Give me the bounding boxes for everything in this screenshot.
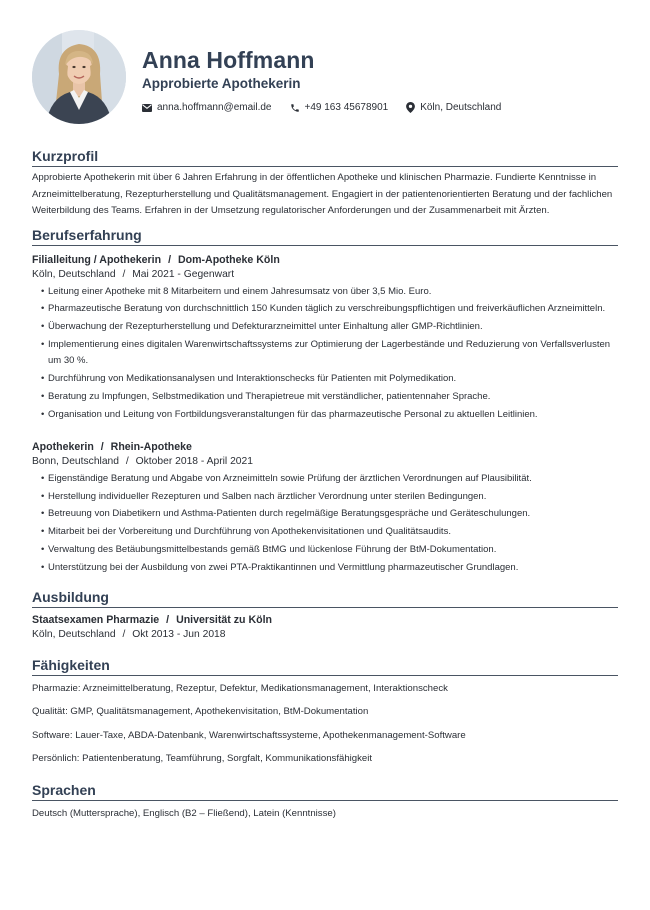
phone-text: +49 163 45678901 <box>304 102 389 113</box>
section-title-skills: Fähigkeiten <box>32 657 618 676</box>
section-title-languages: Sprachen <box>32 782 618 801</box>
separator: / <box>100 441 104 454</box>
list-item: • Verwaltung des Betäubungsmittelbestands gemäß BtMG und lückenlose Führung der BtM-Dokumentation. <box>32 542 618 559</box>
education-entry <box>32 613 618 642</box>
contact-email[interactable] <box>142 102 272 113</box>
separator: / <box>166 614 170 627</box>
education-meta <box>32 628 618 642</box>
job-company: Rhein-Apotheke <box>110 441 192 454</box>
languages-section <box>32 782 618 820</box>
list-item: • Leitung einer Apotheke mit 8 Mitarbeitern und einem Jahresumsatz von über 3,5 Mio. Euro. <box>32 284 618 301</box>
job-role: Apothekerin <box>32 441 94 454</box>
job-period: Oktober 2018 - April 2021 <box>135 456 253 468</box>
job-company: Dom-Apotheke Köln <box>177 253 280 266</box>
separator: / <box>125 456 129 468</box>
separator: / <box>122 629 126 641</box>
education-location: Köln, Deutschland <box>32 629 116 641</box>
job-meta <box>32 268 618 282</box>
contact-row <box>142 102 519 113</box>
skill-line: Software: Lauer-Taxe, ABDA-Datenbank, Warenwirtschaftssysteme, Apothekenmanagement-Software <box>32 730 466 742</box>
list-item: • Betreuung von Diabetikern und Asthma-Patienten durch regelmäßige Beratungsgespräche und Geräteschulungen. <box>32 506 618 523</box>
skill-line: Qualität: GMP, Qualitätsmanagement, Apothekenvisitation, BtM-Dokumentation <box>32 706 369 718</box>
phone-icon <box>290 103 300 113</box>
skill-line: Persönlich: Patientenberatung, Teamführung, Sorgfalt, Kommunikationsfähigkeit <box>32 753 373 765</box>
job-heading <box>32 253 618 267</box>
contact-location <box>406 102 501 113</box>
skill-line: Pharmazie: Arzneimittelberatung, Rezeptur, Defektur, Medikationsmanagement, Interaktionscheck <box>32 683 448 695</box>
section-title-experience: Berufserfahrung <box>32 227 618 246</box>
separator: / <box>122 268 126 280</box>
summary-text: Approbierte Apothekerin mit über 6 Jahren Erfahrung in der öffentlichen Apotheke und klinischen Pharmazie. Fundierte Kenntnisse in Arzneimittelberatung, Rezepturherstellung und Qualitätsmanagement. Engagiert in der patientenorientierten Beratung und der fachlichen Weiterbildung des Teams. Erfahren in der Umsetzung regulatorischer Anforderungen und der Zusammenarbeit mit Ärzten. <box>32 172 613 217</box>
education-period: Okt 2013 - Jun 2018 <box>132 629 226 641</box>
map-pin-icon <box>406 102 415 113</box>
header-info <box>142 30 519 113</box>
job-meta <box>32 455 618 469</box>
job-role: Filialleitung / Apothekerin <box>32 253 162 266</box>
email-text: anna.hoffmann@email.de <box>157 102 272 113</box>
candidate-title: Approbierte Apothekerin <box>142 76 301 91</box>
job-location: Bonn, Deutschland <box>32 456 120 468</box>
job-bullets <box>32 284 618 423</box>
job-entry <box>32 440 618 576</box>
list-item: • Organisation und Leitung von Fortbildungsveranstaltungen für das pharmazeutische Personal zu aktuellen Leitlinien. <box>32 407 618 424</box>
list-item: • Überwachung der Rezepturherstellung und Defekturarzneimittel unter Einhaltung aller GMP-Richtlinien. <box>32 319 618 336</box>
experience-section <box>32 227 618 576</box>
education-degree: Staatsexamen Pharmazie <box>32 614 160 627</box>
education-section <box>32 589 618 642</box>
education-heading <box>32 613 618 627</box>
job-location: Köln, Deutschland <box>32 268 116 280</box>
languages-text: Deutsch (Muttersprache), Englisch (B2 – Fließend), Latein (Kenntnisse) <box>32 808 336 820</box>
envelope-icon <box>142 104 152 112</box>
location-text: Köln, Deutschland <box>420 102 502 113</box>
list-item: • Beratung zu Impfungen, Selbstmedikation und Therapietreue mit verständlicher, patientennaher Sprache. <box>32 389 618 406</box>
separator: / <box>168 253 172 266</box>
candidate-name: Anna Hoffmann <box>142 47 315 73</box>
job-bullets <box>32 471 618 576</box>
resume-header <box>32 30 618 126</box>
job-heading <box>32 440 618 454</box>
list-item: • Eigenständige Beratung und Abgabe von Arzneimitteln sowie Prüfung der ärztlichen Verordnungen auf Plausibilität. <box>32 471 618 488</box>
summary-section <box>32 148 618 220</box>
list-item: • Mitarbeit bei der Vorbereitung und Durchführung von Apothekenvisitationen und Qualitätsaudits. <box>32 524 618 541</box>
portrait-photo <box>32 30 126 124</box>
list-item: • Pharmazeutische Beratung von durchschnittlich 150 Kunden täglich zu verschreibungspflichtigen und freiverkäuflichen Arzneimitteln. <box>32 301 618 318</box>
list-item: • Unterstützung bei der Ausbildung von zwei PTA-Praktikantinnen und Vermittlung pharmazeutischer Grundlagen. <box>32 560 618 577</box>
list-item: • Durchführung von Medikationsanalysen und Interaktionschecks für Patienten mit Polymedikation. <box>32 371 618 388</box>
contact-phone[interactable] <box>290 102 389 113</box>
section-title-education: Ausbildung <box>32 589 618 608</box>
avatar <box>32 30 126 124</box>
list-item: • Herstellung individueller Rezepturen und Salben nach ärztlicher Verordnung unter sterilen Bedingungen. <box>32 489 618 506</box>
job-entry <box>32 253 618 423</box>
education-school: Universität zu Köln <box>176 614 273 627</box>
list-item: • Implementierung eines digitalen Warenwirtschaftssystems zur Optimierung der Lagerbestände und Reduzierung von Verfallsverlusten um 30 %. <box>32 337 618 370</box>
section-title-summary: Kurzprofil <box>32 148 618 167</box>
job-period: Mai 2021 - Gegenwart <box>132 268 235 280</box>
skills-section <box>32 657 618 765</box>
